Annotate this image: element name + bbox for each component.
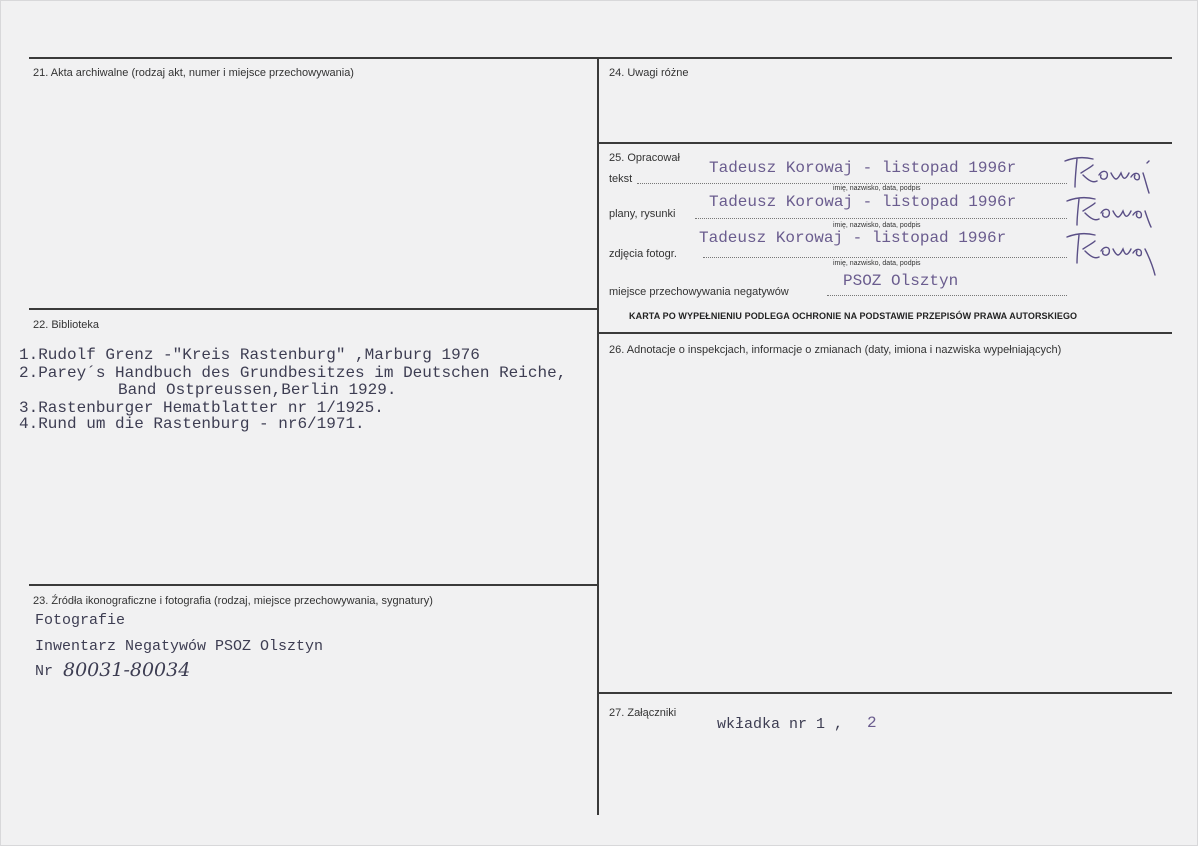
section-27-label: 27. Załączniki — [609, 707, 677, 719]
field-value-zdjecia: Tadeusz Korowaj - listopad 1996r — [699, 229, 1007, 247]
rule-27-top — [598, 692, 1172, 694]
section-25-label: 25. Opracował — [609, 152, 680, 164]
storage-label: miejsce przechowywania negatywów — [609, 286, 789, 298]
rule-23-top — [29, 584, 599, 586]
storage-line — [827, 295, 1067, 296]
field-hint-plany: imię, nazwisko, data, podpis — [833, 222, 921, 229]
field-label-tekst: tekst — [609, 173, 633, 185]
rule-26-top — [598, 332, 1172, 334]
attachments-value: wkładka nr 1 , — [717, 716, 844, 733]
bibliography-entry-2: 2.Parey´s Handbuch des Grundbesitzes im Deutschen Reiche, — [19, 364, 567, 382]
iconography-nr-prefix: Nr — [35, 663, 54, 680]
signature-2 — [1063, 191, 1163, 231]
field-label-plany: plany, rysunki — [609, 208, 676, 220]
section-24-label: 24. Uwagi różne — [609, 67, 689, 79]
field-line-zdjecia — [703, 257, 1067, 258]
center-divider — [597, 57, 599, 815]
section-23-label: 23. Źródła ikonograficzne i fotografia (rodzaj, miejsce przechowywania, sygnatury) — [33, 595, 433, 607]
copyright-notice: KARTA PO WYPEŁNIENIU PODLEGA OCHRONIE NA PODSTAWIE PRZEPISÓW PRAWA AUTORSKIEGO — [629, 311, 1078, 321]
storage-value: PSOZ Olsztyn — [843, 272, 959, 290]
field-line-plany — [695, 218, 1067, 219]
field-line-tekst — [637, 183, 1067, 184]
top-rule-right — [598, 57, 1172, 59]
attachments-value-hand: 2 — [867, 714, 877, 732]
field-value-tekst: Tadeusz Korowaj - listopad 1996r — [709, 159, 1017, 177]
bibliography-entry-4: 4.Rund um die Rastenburg - nr6/1971. — [19, 415, 365, 433]
iconography-line-2: Inwentarz Negatywów PSOZ Olsztyn — [35, 638, 324, 655]
field-value-plany: Tadeusz Korowaj - listopad 1996r — [709, 193, 1017, 211]
section-26-label: 26. Adnotacje o inspekcjach, informacje o zmianach (daty, imiona i nazwiska wypełniających) — [609, 344, 1062, 356]
rule-22-top — [29, 308, 599, 310]
top-rule-left — [29, 57, 599, 59]
bibliography-entry-3: 3.Rastenburger Hematblatter nr 1/1925. — [19, 399, 384, 417]
section-21-label: 21. Akta archiwalne (rodzaj akt, numer i miejsce przechowywania) — [33, 67, 354, 79]
signature-1 — [1063, 151, 1163, 195]
rule-25-top — [598, 142, 1172, 144]
bibliography-entry-1: 1.Rudolf Grenz -"Kreis Rastenburg" ,Marburg 1976 — [19, 346, 480, 364]
signature-3 — [1063, 227, 1163, 277]
field-hint-tekst: imię, nazwisko, data, podpis — [833, 185, 921, 192]
section-22-label: 22. Biblioteka — [33, 319, 100, 331]
bibliography-entry-2-cont: Band Ostpreussen,Berlin 1929. — [118, 381, 397, 399]
iconography-nr-handwritten: 80031-80034 — [63, 659, 191, 681]
field-label-zdjecia: zdjęcia fotogr. — [609, 248, 677, 260]
iconography-line-1: Fotografie — [35, 612, 126, 629]
field-hint-zdjecia: imię, nazwisko, data, podpis — [833, 260, 921, 267]
